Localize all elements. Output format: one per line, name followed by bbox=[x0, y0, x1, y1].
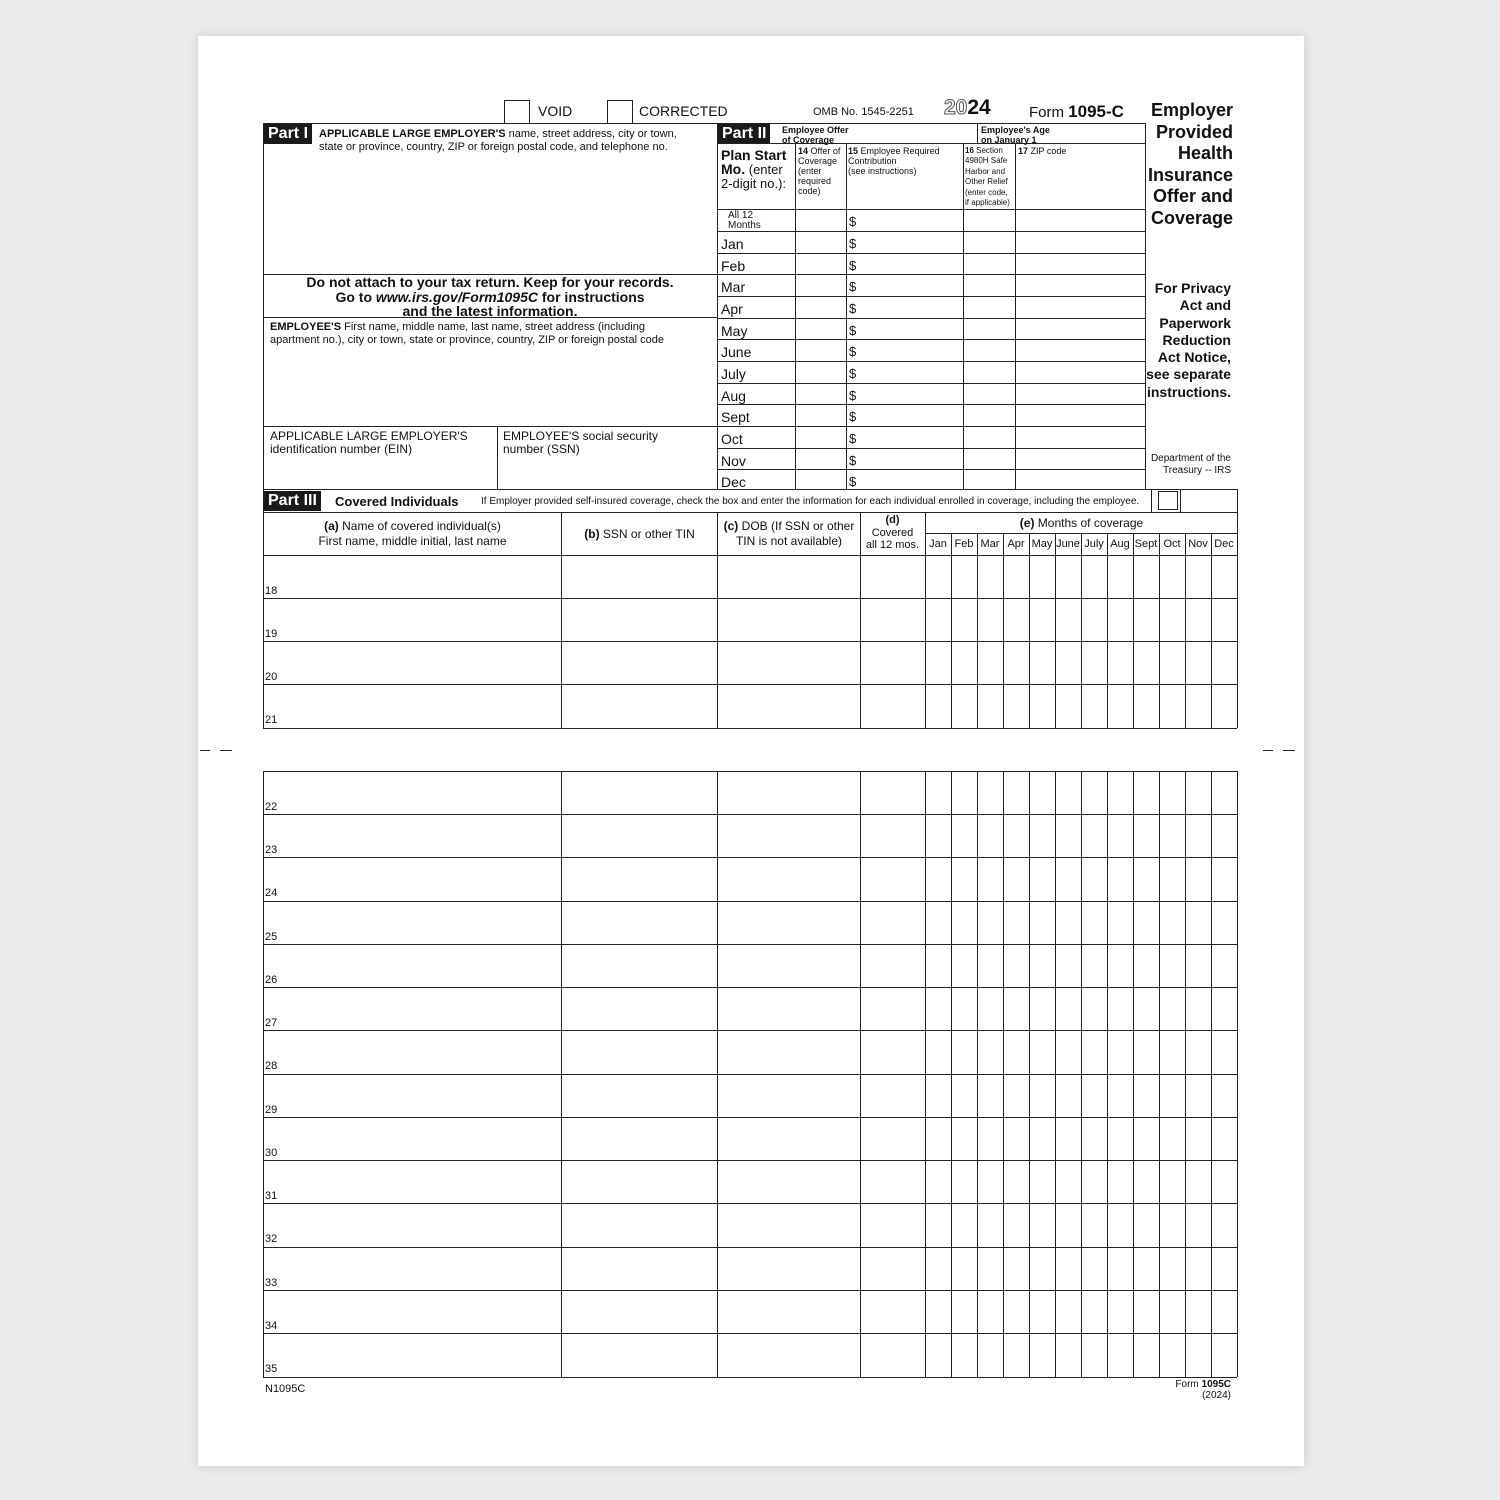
coverage-month-header: Mar bbox=[980, 538, 1000, 550]
dollar-sign: $ bbox=[849, 258, 857, 273]
row-number: 20 bbox=[265, 671, 278, 683]
dollar-sign: $ bbox=[849, 323, 857, 338]
col17-header: 17 ZIP code bbox=[1018, 146, 1067, 156]
row-number: 19 bbox=[265, 628, 278, 640]
tear-mark bbox=[220, 750, 232, 751]
privacy-line: instructions. bbox=[1146, 383, 1231, 400]
coverage-month-header: May bbox=[1031, 538, 1053, 550]
form-word: Form bbox=[1029, 104, 1064, 121]
dollar-sign: $ bbox=[849, 474, 857, 489]
title-line: Coverage bbox=[1150, 207, 1233, 228]
row-number: 32 bbox=[265, 1233, 278, 1245]
row-number: 22 bbox=[265, 801, 278, 813]
footer-year: (2024) bbox=[1202, 1390, 1231, 1401]
col-a-header: (a) Name of covered individual(s) First name, middle initial, last name bbox=[318, 519, 507, 548]
void-checkbox[interactable] bbox=[504, 100, 530, 124]
coverage-month-header: July bbox=[1084, 538, 1104, 550]
plan-start-label: Plan Start Mo. (enter 2-digit no.): bbox=[721, 147, 787, 191]
month-label: Apr bbox=[721, 301, 743, 317]
row-number: 25 bbox=[265, 931, 278, 943]
col-b-header: (b) SSN or other TIN bbox=[584, 527, 695, 541]
irs-url[interactable]: www.irs.gov/Form1095C bbox=[375, 288, 538, 305]
title-line: Insurance bbox=[1147, 164, 1233, 185]
month-label: Dec bbox=[721, 474, 746, 490]
month-label: Sept bbox=[721, 409, 750, 425]
employee-name-field[interactable] bbox=[265, 350, 715, 424]
notice-line: Go to www.irs.gov/Form1095C for instructions bbox=[335, 288, 645, 305]
month-label: Feb bbox=[721, 258, 746, 274]
coverage-month-header: Feb bbox=[954, 538, 974, 550]
row-number: 28 bbox=[265, 1060, 278, 1072]
coverage-month-header: Jan bbox=[929, 538, 947, 550]
dollar-sign: $ bbox=[849, 301, 857, 316]
col16-header: 16 Section 4980H Safe Harbor and Other Relief (enter code, if applicable) bbox=[965, 146, 1010, 208]
void-label: VOID bbox=[538, 103, 573, 119]
dollar-sign: $ bbox=[849, 431, 857, 446]
title-line: Offer and bbox=[1152, 186, 1233, 206]
dollar-sign: $ bbox=[849, 388, 857, 403]
title-line: Employer bbox=[1150, 100, 1233, 120]
year-suffix: 24 bbox=[967, 96, 991, 119]
dollar-sign: $ bbox=[849, 344, 857, 359]
row-number: 33 bbox=[265, 1277, 278, 1289]
tax-year bbox=[944, 96, 991, 120]
col-c-header: (c) DOB (If SSN or other TIN is not available) bbox=[723, 519, 855, 548]
employer-label-bold: APPLICABLE LARGE EMPLOYER'S bbox=[319, 128, 506, 140]
dept-line: Department of the bbox=[1150, 453, 1231, 464]
privacy-line: Act and bbox=[1179, 297, 1231, 314]
row-number: 29 bbox=[265, 1104, 278, 1116]
employer-label-text: name, street address, city or town, bbox=[508, 128, 677, 140]
row-number: 34 bbox=[265, 1320, 278, 1332]
offer-header: Employee Offer of Coverage bbox=[782, 125, 849, 145]
privacy-line: see separate bbox=[1146, 366, 1231, 383]
self-insured-checkbox[interactable] bbox=[1158, 491, 1178, 510]
employer-name-field[interactable] bbox=[265, 158, 715, 272]
col-d-header: (d) Covered all 12 mos. bbox=[865, 514, 920, 551]
dollar-sign: $ bbox=[849, 453, 857, 468]
ein-field[interactable] bbox=[265, 458, 495, 488]
tear-mark bbox=[200, 750, 210, 751]
row-number: 21 bbox=[265, 714, 278, 726]
employer-label bbox=[319, 128, 714, 154]
month-label: Nov bbox=[721, 453, 746, 469]
part3-tag: Part III bbox=[264, 491, 321, 511]
tear-mark bbox=[1263, 750, 1273, 751]
row-number: 30 bbox=[265, 1147, 278, 1159]
coverage-month-header: Nov bbox=[1188, 538, 1208, 550]
dollar-sign: $ bbox=[849, 214, 857, 229]
row-number: 26 bbox=[265, 974, 278, 986]
month-label: Aug bbox=[721, 388, 746, 404]
row-number: 31 bbox=[265, 1190, 278, 1202]
coverage-month-header: Dec bbox=[1214, 538, 1234, 550]
notice-line: and the latest information. bbox=[402, 303, 578, 319]
row-number: 24 bbox=[265, 887, 278, 899]
coverage-month-header: June bbox=[1056, 538, 1080, 550]
row-number: 23 bbox=[265, 844, 278, 856]
col15-header: 15 Employee Required Contribution (see instructions) bbox=[848, 146, 940, 176]
privacy-line: Paperwork bbox=[1159, 314, 1231, 331]
omb-number: OMB No. 1545-2251 bbox=[813, 106, 914, 118]
employee-label-text: apartment no.), city or town, state or province, country, ZIP or foreign postal code bbox=[270, 334, 664, 346]
col14-header: 14 Offer of Coverage (enter required code) bbox=[798, 146, 841, 196]
privacy-line: Reduction bbox=[1162, 331, 1231, 348]
ein-label: APPLICABLE LARGE EMPLOYER'S identification number (EIN) bbox=[270, 429, 468, 456]
col-e-header: (e) Months of coverage bbox=[1019, 516, 1144, 530]
employer-label-text: state or province, country, ZIP or foreign postal code, and telephone no. bbox=[319, 141, 668, 153]
do-not-attach-notice bbox=[265, 275, 715, 319]
month-label: Jan bbox=[721, 236, 744, 252]
privacy-line: Act Notice, bbox=[1157, 349, 1231, 366]
row-number: 18 bbox=[265, 585, 278, 597]
footer-form-id bbox=[1150, 1379, 1231, 1401]
ssn-label: EMPLOYEE'S social security number (SSN) bbox=[503, 429, 659, 456]
corrected-checkbox[interactable] bbox=[607, 100, 633, 124]
part3-title: Covered Individuals bbox=[335, 494, 459, 509]
form-number: 1095-C bbox=[1068, 102, 1124, 121]
coverage-month-header: Apr bbox=[1007, 538, 1025, 550]
all12-label: All 12 Months bbox=[728, 210, 761, 231]
row-number: 27 bbox=[265, 1017, 278, 1029]
title-line: Provided bbox=[1155, 121, 1233, 142]
dept-line: Treasury -- IRS bbox=[1163, 465, 1231, 476]
employee-label-bold: EMPLOYEE'S bbox=[270, 321, 342, 333]
part1-tag: Part I bbox=[264, 124, 312, 144]
month-label: May bbox=[721, 323, 748, 339]
ssn-field[interactable] bbox=[500, 458, 714, 488]
age-header: Employee's Age on January 1 bbox=[981, 125, 1050, 145]
row-number: 35 bbox=[265, 1363, 278, 1375]
month-label: Mar bbox=[721, 279, 746, 295]
dollar-sign: $ bbox=[849, 279, 857, 294]
tear-mark bbox=[1283, 750, 1295, 751]
footer-form-number: 1095C bbox=[1201, 1379, 1231, 1390]
dollar-sign: $ bbox=[849, 366, 857, 381]
notice-line: Do not attach to your tax return. Keep for your records. bbox=[306, 274, 674, 290]
employee-label-text: First name, middle name, last name, street address (including bbox=[344, 321, 645, 333]
month-label: July bbox=[721, 366, 746, 382]
month-label: Oct bbox=[721, 431, 743, 447]
form-title bbox=[1140, 100, 1233, 229]
privacy-line: For Privacy bbox=[1154, 280, 1231, 296]
part3-instruction: If Employer provided self-insured coverage, check the box and enter the information for each individual enrolled in coverage, including the employee. bbox=[481, 496, 1140, 507]
form-id bbox=[1029, 102, 1124, 122]
corrected-label: CORRECTED bbox=[639, 103, 728, 119]
dollar-sign: $ bbox=[849, 236, 857, 251]
form-code: N1095C bbox=[265, 1383, 306, 1395]
dollar-sign: $ bbox=[849, 409, 857, 424]
part2-tag: Part II bbox=[718, 124, 770, 144]
title-line: Health bbox=[1177, 143, 1233, 163]
month-label: June bbox=[721, 344, 752, 360]
year-prefix: 20 bbox=[944, 96, 968, 119]
coverage-month-header: Sept bbox=[1134, 538, 1158, 550]
coverage-month-header: Oct bbox=[1163, 538, 1181, 550]
employee-label bbox=[270, 321, 715, 347]
footer-form-word: Form bbox=[1175, 1379, 1199, 1390]
coverage-month-header: Aug bbox=[1110, 538, 1130, 550]
